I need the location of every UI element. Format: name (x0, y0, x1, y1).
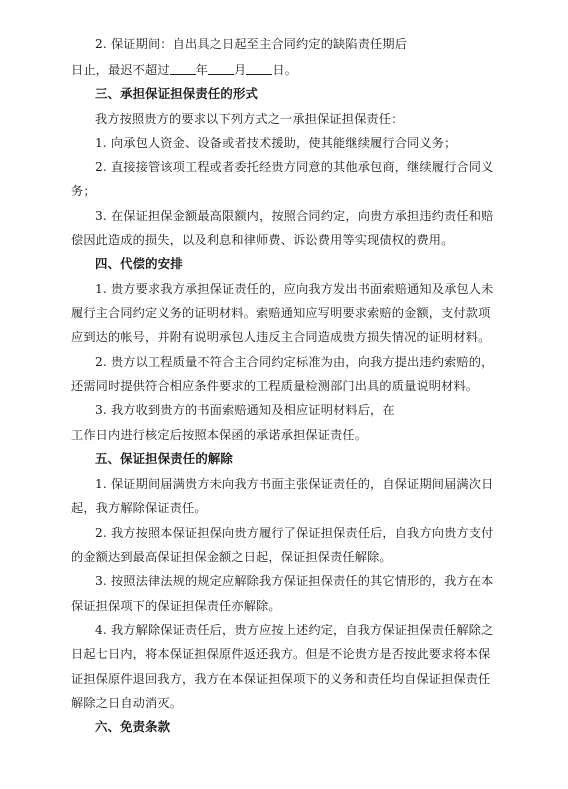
paragraph-line: 日起七日内，将本保证担保原件返还我方。但是不论贵方是否按此要求将本保 (71, 647, 491, 661)
paragraph-line: 1. 保证期间届满贵方未向我方书面主张保证责任的，自保证期间届满次日 (95, 477, 494, 491)
paragraph-line: 1. 贵方要求我方承担保证责任的，应向我方发出书面索赔通知及承包人未 (95, 282, 494, 296)
paragraph-line: 的金额达到最高保证担保金额之日起，保证担保责任解除。 (71, 550, 392, 564)
paragraph-line: 4. 我方解除保证责任后，贵方应按上述约定，自我方保证担保责任解除之 (95, 623, 494, 637)
paragraph-line: 2. 我方按照本保证担保向贵方履行了保证担保责任后，自我方向贵方支付 (95, 526, 494, 540)
paragraph-line: 3. 按照法律法规的规定应解除我方保证担保责任的其它情形的，我方在本 (95, 574, 494, 588)
paragraph-line: 我方按照贵方的要求以下列方式之一承担保证担保责任： (95, 112, 404, 126)
paragraph-line: 3. 在保证担保金额最高限额内，按照合同约定，向贵方承担违约责任和赔 (95, 209, 494, 223)
blank-field-year (170, 62, 196, 75)
paragraph-line: 证担保原件退回我方，我方在本保证担保项下的义务和责任均自保证担保责任 (71, 672, 491, 686)
paragraph-line: 解除之日自动消灭。 (71, 696, 183, 710)
paragraph-line: 2. 保证期间：自出具之日起至主合同约定的缺陷责任期后 (95, 37, 408, 51)
text-segment: 日。 (272, 63, 298, 77)
paragraph-line: 1. 向承包人资金、设备或者技术援助，使其能继续履行合同义务； (95, 136, 457, 150)
paragraph-line (71, 62, 297, 78)
paragraph-line: 还需同时提供符合相应条件要求的工程质量检测部门出具的质量说明材料。 (71, 379, 479, 393)
paragraph-line: 工作日内进行核定后按照本保函的承诺承担保证责任。 (71, 428, 368, 442)
paragraph-line: 应到达的帐号，并附有说明承包人违反主合同造成贵方损失情况的证明材料。 (71, 330, 491, 344)
paragraph-line: 2. 直接接管该项工程或者委托经贵方同意的其他承包商，继续履行合同义 (95, 160, 494, 174)
paragraph-line: 务； (71, 184, 96, 198)
section-heading: 五、保证担保责任的解除 (95, 451, 233, 466)
text-segment: 日止，最迟不超过 (71, 63, 170, 77)
paragraph-line: 3. 我方收到贵方的书面索赔通知及相应证明材料后，在 (95, 403, 395, 417)
text-segment: 年 (195, 63, 209, 77)
section-heading: 三、承担保证担保责任的形式 (95, 86, 259, 101)
blank-field-month (208, 62, 234, 75)
paragraph-line: 履行主合同约定义务的证明材料。索赔通知应写明要求索赔的金额，支付款项 (71, 306, 491, 320)
paragraph-line: 2. 贵方以工程质量不符合主合同约定标准为由，向我方提出违约索赔的， (95, 355, 494, 369)
paragraph-line: 偿因此造成的损失，以及利息和律师费、诉讼费用等实现债权的费用。 (71, 233, 454, 247)
paragraph-line: 保证担保项下的保证担保责任亦解除。 (71, 599, 281, 613)
section-heading: 六、免责条款 (95, 719, 171, 734)
blank-field-day (246, 62, 272, 75)
section-heading: 四、代偿的安排 (95, 256, 183, 271)
paragraph-line: 起，我方解除保证责任。 (71, 501, 207, 515)
text-segment: 月 (234, 63, 247, 77)
